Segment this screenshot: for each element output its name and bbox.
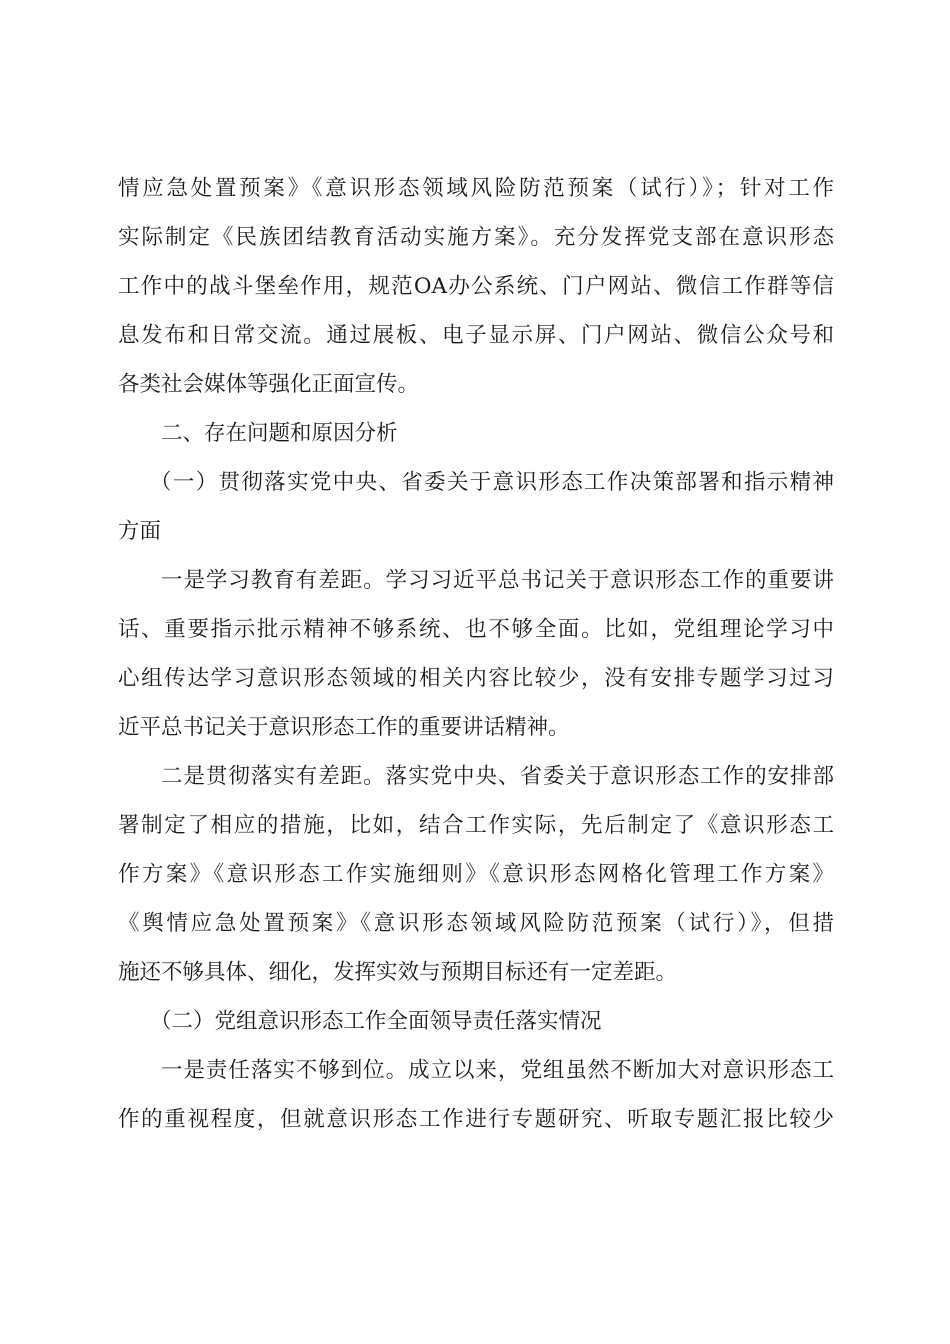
subsection-heading-cont: 方面 <box>118 519 162 544</box>
paragraph-line: 一是责任落实不够到位。成立以来，党组虽然不断加大对意识形态工 <box>161 1058 834 1083</box>
paragraph-line: 二是贯彻落实有差距。落实党中央、省委关于意识形态工作的安排部 <box>161 764 834 789</box>
section-heading: 二、存在问题和原因分析 <box>161 421 398 446</box>
paragraph-line: 署制定了相应的措施，比如，结合工作实际，先后制定了《意识形态工 <box>118 813 834 838</box>
paragraph-line: 情应急处置预案》《意识形态领域风险防范预案（试行）》；针对工作 <box>118 176 834 201</box>
paragraph-line: 近平总书记关于意识形态工作的重要讲话精神。 <box>118 715 570 740</box>
paragraph-line: 作的重视程度，但就意识形态工作进行专题研究、听取专题汇报比较少 <box>118 1107 834 1132</box>
paragraph-line: 一是学习教育有差距。学习习近平总书记关于意识形态工作的重要讲 <box>161 568 834 593</box>
paragraph-line: 各类社会媒体等强化正面宣传。 <box>118 372 420 397</box>
paragraph-line: 工作中的战斗堡垒作用，规范OA办公系统、门户网站、微信工作群等信 <box>118 274 834 299</box>
paragraph-line: 实际制定《民族团结教育活动实施方案》。充分发挥党支部在意识形态 <box>118 225 834 250</box>
paragraph-line: 作方案》《意识形态工作实施细则》《意识形态网格化管理工作方案》 <box>118 862 834 887</box>
paragraph-line: 《舆情应急处置预案》《意识形态领域风险防范预案（试行）》，但措 <box>118 911 834 936</box>
paragraph-line: 施还不够具体、细化，发挥实效与预期目标还有一定差距。 <box>118 960 678 985</box>
subsection-heading: （一）贯彻落实党中央、省委关于意识形态工作决策部署和指示精神 <box>150 470 834 495</box>
subsection-heading: （二）党组意识形态工作全面领导责任落实情况 <box>150 1009 602 1034</box>
paragraph-line: 心组传达学习意识形态领域的相关内容比较少，没有安排专题学习过习 <box>118 666 834 691</box>
paragraph-line: 息发布和日常交流。通过展板、电子显示屏、门户网站、微信公众号和 <box>118 323 834 348</box>
paragraph-line: 话、重要指示批示精神不够系统、也不够全面。比如，党组理论学习中 <box>118 617 834 642</box>
